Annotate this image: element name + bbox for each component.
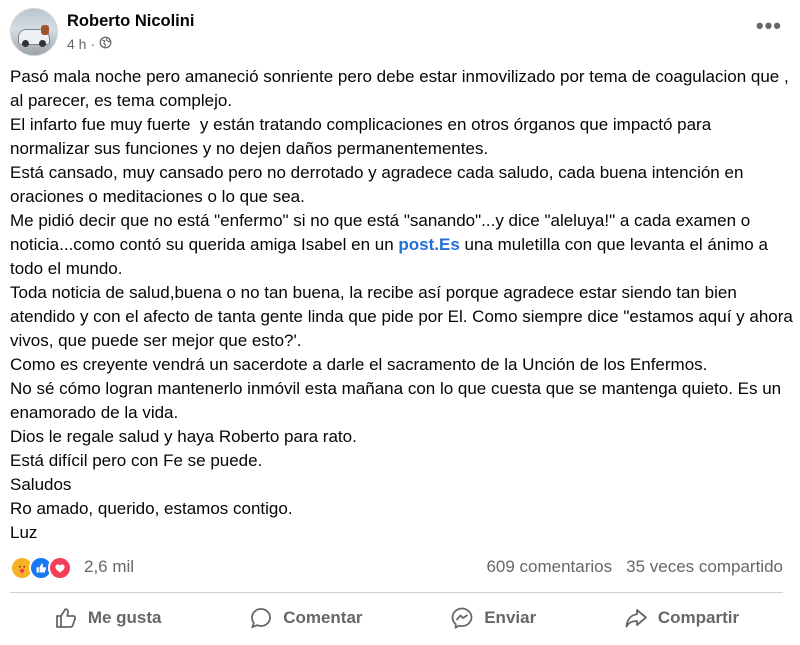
author-name[interactable]: Roberto Nicolini <box>67 12 195 30</box>
thumbs-up-icon <box>54 606 78 630</box>
send-label: Enviar <box>484 608 537 627</box>
more-icon[interactable]: ••• <box>755 13 782 38</box>
post-paragraph: Está difícil pero con Fe se puede. <box>10 451 263 470</box>
share-button[interactable] <box>624 598 739 638</box>
post-stats <box>10 554 783 582</box>
post-paragraph: Dios le regale salud y haya Roberto para rato. <box>10 427 357 446</box>
paragraph-text: Me pidió decir que no está "enfermo" si no que está "sanando"...y dice "aleluya!" a cada examen o noticia...como contó su querida amiga Isabel en un <box>10 211 755 254</box>
messenger-icon <box>450 606 474 630</box>
post-time[interactable]: 4 h <box>67 36 87 52</box>
post-paragraph: Toda noticia de salud,buena o no tan buena, la recibe así porque agradece estar siendo tan bien atendido y con el afecto de tanta gente linda que pide por El. Como siempre dice "estamos aquí y ahora vivos, que puede ser mejor que esto?'. <box>10 283 798 350</box>
engagement-counts <box>486 557 783 577</box>
post-paragraph: Pasó mala noche pero amaneció sonriente pero debe estar inmovilizado por tema de coagulacion que , al parecer, es tema complejo. <box>10 67 794 110</box>
comment-label: Comentar <box>283 608 363 627</box>
post-paragraph: Ro amado, querido, estamos contigo. <box>10 499 293 518</box>
post-meta <box>67 36 112 52</box>
post-paragraph: No sé cómo logran mantenerlo inmóvil esta mañana con lo que cuesta que se mantenga quieto. Es un enamorado de la vida. <box>10 379 786 422</box>
post-paragraph: Está cansado, muy cansado pero no derrotado y agradece cada saludo, cada buena intención en oraciones o meditaciones o lo que sea. <box>10 163 749 206</box>
action-bar <box>10 598 783 638</box>
post-paragraph: Como es creyente vendrá un sacerdote a darle el sacramento de la Unción de los Enfermos. <box>10 355 708 374</box>
divider <box>10 592 783 593</box>
post-link[interactable]: post.Es <box>398 235 460 254</box>
shares-count[interactable]: 35 veces compartido <box>626 557 783 576</box>
reactions-count[interactable]: 2,6 mil <box>84 557 135 576</box>
like-button[interactable] <box>54 598 162 638</box>
comment-bubble-icon <box>249 606 273 630</box>
like-label: Me gusta <box>87 608 162 627</box>
post-paragraph <box>10 209 795 281</box>
post-paragraph: El infarto fue muy fuerte y están tratando complicaciones en otros órganos que impactó para normalizar sus funciones y no dejen daños permanentementes. <box>10 115 716 158</box>
post-header <box>10 8 790 58</box>
post-body <box>10 65 798 545</box>
paragraph-text: una muletilla con que levanta el ánimo a todo el mundo. <box>10 235 773 278</box>
globe-icon[interactable] <box>99 36 112 52</box>
share-label: Compartir <box>657 608 740 627</box>
love-reaction-icon <box>48 556 72 580</box>
post-paragraph: Luz <box>10 523 38 542</box>
comments-count[interactable]: 609 comentarios <box>486 557 613 576</box>
reaction-icons[interactable] <box>10 556 67 580</box>
post-paragraph: Saludos <box>10 475 72 494</box>
send-button[interactable] <box>450 598 536 638</box>
comment-button[interactable] <box>249 598 362 638</box>
share-arrow-icon <box>624 606 648 630</box>
avatar[interactable] <box>10 8 58 56</box>
meta-separator: · <box>90 36 96 52</box>
